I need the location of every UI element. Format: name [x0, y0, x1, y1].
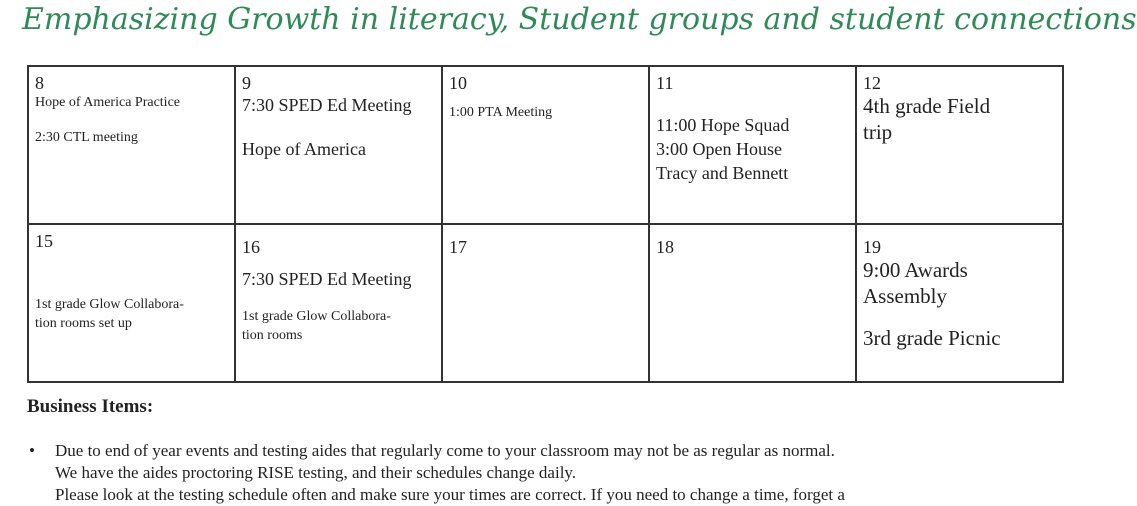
day-number: 19 [863, 237, 881, 257]
calendar-day-cell [442, 224, 649, 382]
newsletter-banner: Emphasizing Growth in literacy, Student groups and student connections [22, 2, 1137, 37]
event-text: 7:30 SPED Ed Meeting [242, 269, 412, 289]
business-items-heading: Business Items: [27, 396, 154, 417]
event-text: 2:30 CTL meeting [35, 130, 138, 145]
day-number: 9 [242, 73, 251, 93]
event-text: tion rooms set up [35, 316, 132, 331]
calendar-day-cell [28, 66, 235, 224]
event-text: Hope of America Practice [35, 95, 180, 110]
calendar-day-cell [856, 224, 1063, 382]
calendar-grid [27, 65, 1064, 383]
event-text: Hope of America [242, 139, 366, 159]
day-number: 15 [35, 231, 53, 251]
calendar-day-cell [649, 224, 856, 382]
day-number: 17 [449, 237, 467, 257]
event-text: 7:30 SPED Ed Meeting [242, 95, 412, 115]
day-number: 16 [242, 237, 260, 257]
calendar-day-cell [442, 66, 649, 224]
list-item [29, 440, 995, 506]
calendar-day-cell [235, 66, 442, 224]
event-text: 1:00 PTA Meeting [449, 105, 553, 120]
calendar-week-row [28, 224, 1063, 382]
item-text: We have the aides proctoring RISE testing, and their schedules change daily. [55, 463, 577, 482]
event-text: 1st grade Glow Collabora- [35, 297, 184, 312]
day-number: 10 [449, 73, 467, 93]
event-text: trip [863, 120, 893, 144]
event-text: Tracy and Bennett [656, 163, 789, 183]
event-text: 4th grade Field [863, 94, 991, 118]
business-items-list [27, 440, 995, 506]
calendar-day-cell [649, 66, 856, 224]
event-text: 3rd grade Picnic [863, 326, 1001, 350]
day-number: 18 [656, 237, 674, 257]
bullet-icon: • [29, 441, 35, 460]
calendar-day-cell [235, 224, 442, 382]
item-text: Please look at the testing schedule often and make sure your times are correct. If you need to change a time, forget a [55, 485, 845, 504]
event-text: tion rooms [242, 328, 303, 343]
calendar-day-cell [856, 66, 1063, 224]
calendar-day-cell [28, 224, 235, 382]
event-text: 11:00 Hope Squad [656, 115, 790, 135]
day-number: 12 [863, 73, 881, 93]
item-text: Due to end of year events and testing aides that regularly come to your classroom may not be as regular as normal. [55, 441, 835, 460]
day-number: 11 [656, 73, 674, 93]
calendar-week-row [28, 66, 1063, 224]
event-text: Assembly [863, 284, 947, 308]
event-text: 3:00 Open House [656, 139, 782, 159]
event-text: 1st grade Glow Collabora- [242, 309, 391, 324]
day-number: 8 [35, 73, 44, 93]
event-text: 9:00 Awards [863, 258, 968, 282]
